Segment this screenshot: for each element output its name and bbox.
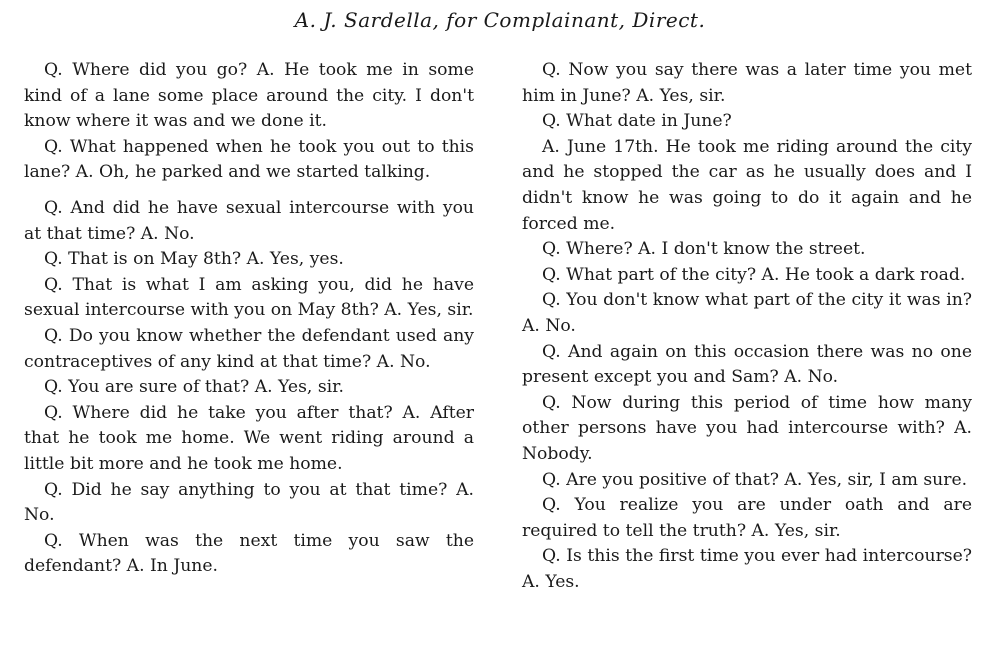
- testimony-paragraph: Q. Is this the first time you ever had intercourse? A. Yes.: [522, 546, 972, 592]
- testimony-paragraph: Q. What happened when he took you out to this lane? A. Oh, he parked and we started talking.: [24, 136, 474, 183]
- testimony-paragraph: Q. Where? A. I don't know the street.: [542, 239, 866, 260]
- testimony-paragraph: Q. Where did he take you after that? A. After that he took me home. We went riding around a little bit more and he took me home.: [24, 402, 474, 474]
- testimony-paragraph: Q. You don't know what part of the city it was in? A. No.: [522, 290, 972, 336]
- left-column: [24, 58, 474, 580]
- page-header: A. J. Sardella, for Complainant, Direct.: [294, 8, 706, 32]
- testimony-paragraph: Q. What date in June?: [542, 111, 732, 132]
- testimony-paragraph: Q. Do you know whether the defendant used any contraceptives of any kind at that time? A. No.: [24, 325, 474, 372]
- testimony-paragraph: Q. Now during this period of time how many other persons have you had intercourse with? A. Nobody.: [522, 392, 972, 464]
- testimony-paragraph: Q. You realize you are under oath and are required to tell the truth? A. Yes, sir.: [522, 495, 972, 541]
- testimony-paragraph: Q. And did he have sexual intercourse with you at that time? A. No.: [24, 197, 474, 244]
- testimony-paragraph: Q. You are sure of that? A. Yes, sir.: [44, 377, 344, 398]
- testimony-paragraph: Q. That is on May 8th? A. Yes, yes.: [44, 249, 344, 270]
- testimony-paragraph: Q. Now you say there was a later time you met him in June? A. Yes, sir.: [522, 60, 972, 106]
- testimony-paragraph: Q. Did he say anything to you at that time? A. No.: [24, 479, 474, 526]
- right-column: [522, 58, 972, 595]
- testimony-paragraph: A. June 17th. He took me riding around the city and he stopped the car as he usually does and I didn't know he was going to do it again and he forced me.: [522, 136, 972, 234]
- testimony-paragraph: Q. That is what I am asking you, did he have sexual intercourse with you on May 8th? A. Yes, sir.: [24, 274, 474, 321]
- testimony-paragraph: Q. When was the next time you saw the defendant? A. In June.: [24, 530, 474, 577]
- testimony-paragraph: Q. What part of the city? A. He took a dark road.: [542, 264, 966, 285]
- testimony-paragraph: Q. Where did you go? A. He took me in some kind of a lane some place around the city. I don't know where it was and we done it.: [24, 60, 474, 132]
- testimony-paragraph: Q. Are you positive of that? A. Yes, sir, I am sure.: [542, 469, 968, 490]
- testimony-paragraph: Q. And again on this occasion there was no one present except you and Sam? A. No.: [522, 341, 972, 388]
